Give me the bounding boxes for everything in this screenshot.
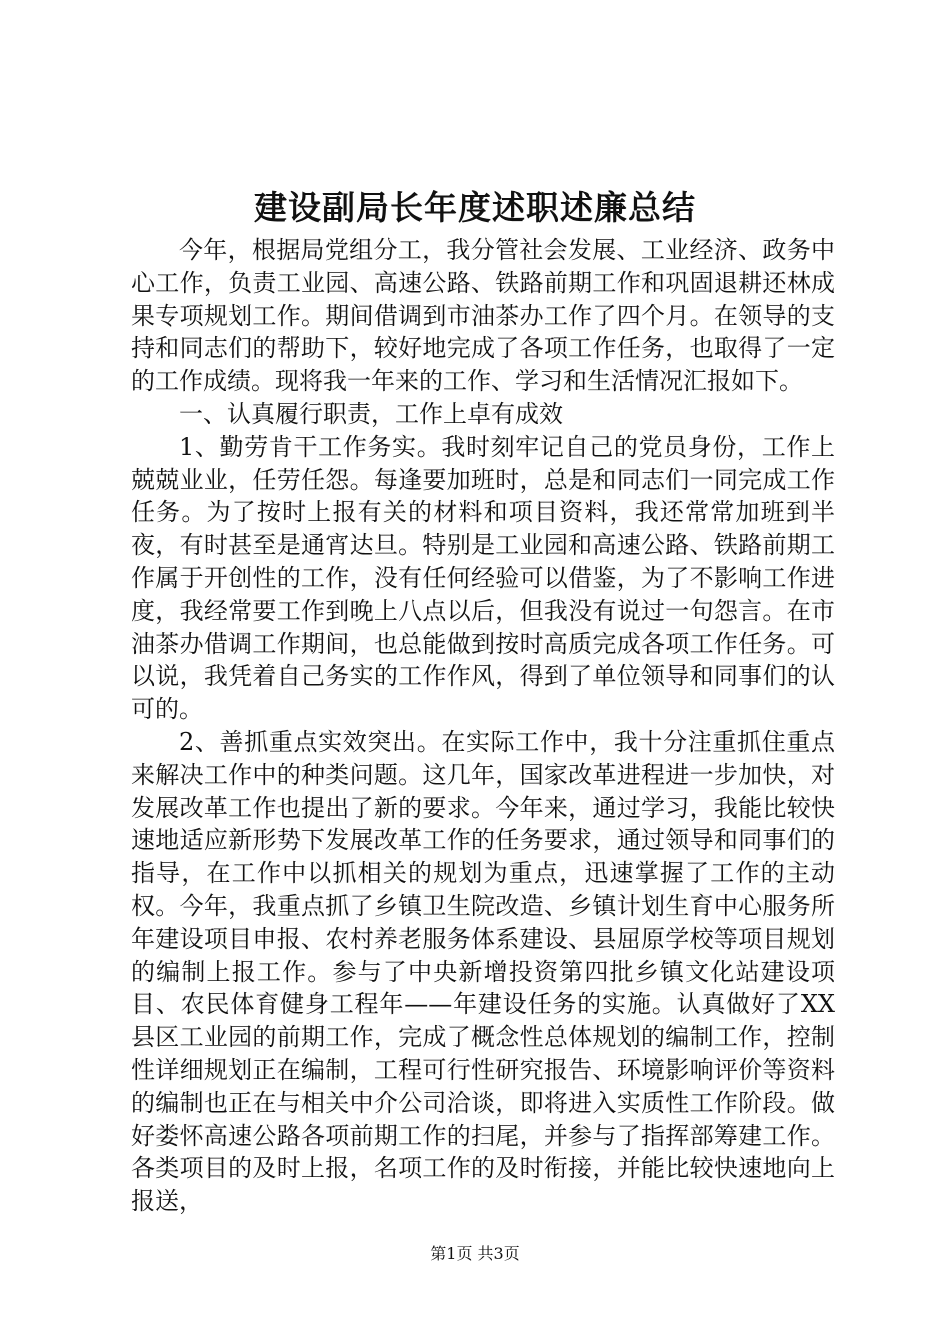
point-1-paragraph: 1、勤劳肯干工作务实。我时刻牢记自己的党员身份，工作上兢兢业业，任劳任怨。每逢要加班时，总是和同志们一同完成工作任务。为了按时上报有关的材料和项目资料，我还常常加班到半夜，有时甚至是通宵达旦。特别是工业园和高速公路、铁路前期工作属于开创性的工作，没有任何经验可以借鉴，为了不影响工作进度，我经常要工作到晚上八点以后，但我没有说过一句怨言。在市油茶办借调工作期间，也总能做到按时高质完成各项工作任务。可以说，我凭着自己务实的工作作风，得到了单位领导和同事们的认可的。 bbox=[131, 432, 835, 724]
document-title: 建设副局长年度述职述廉总结 bbox=[254, 188, 696, 227]
document-body bbox=[131, 234, 835, 1218]
point-2-paragraph: 2、善抓重点实效突出。在实际工作中，我十分注重抓住重点来解决工作中的种类问题。这几年，国家改革进程进一步加快，对发展改革工作也提出了新的要求。今年来，通过学习，我能比较快速地适应新形势下发展改革工作的任务要求，通过领导和同事们的指导，在工作中以抓相关的规划为重点，迅速掌握了工作的主动权。今年，我重点抓了乡镇卫生院改造、乡镇计划生育中心服务所年建设项目申报、农村养老服务体系建设、县屈原学校等项目规划的编制上报工作。参与了中央新增投资第四批乡镇文化站建设项目、农民体育健身工程年——年建设任务的实施。认真做好了XX县区工业园的前期工作，完成了概念性总体规划的编制工作，控制性详细规划正在编制，工程可行性研究报告、环境影响评价等资料的编制也正在与相关中介公司洽谈，即将进入实质性工作阶段。做好娄怀高速公路各项前期工作的扫尾，并参与了指挥部筹建工作。各类项目的及时上报，名项工作的及时衔接，并能比较快速地向上报送， bbox=[131, 727, 835, 1216]
intro-paragraph: 今年，根据局党组分工，我分管社会发展、工业经济、政务中心工作，负责工业园、高速公路、铁路前期工作和巩固退耕还林成果专项规划工作。期间借调到市油茶办工作了四个月。在领导的支持和同志们的帮助下，较好地完成了各项工作任务，也取得了一定的工作成绩。现将我一年来的工作、学习和生活情况汇报如下。 bbox=[131, 236, 835, 396]
page-number-footer: 第1页 共3页 bbox=[430, 1244, 520, 1263]
section-heading: 一、认真履行职责，工作上卓有成效 bbox=[179, 399, 563, 428]
